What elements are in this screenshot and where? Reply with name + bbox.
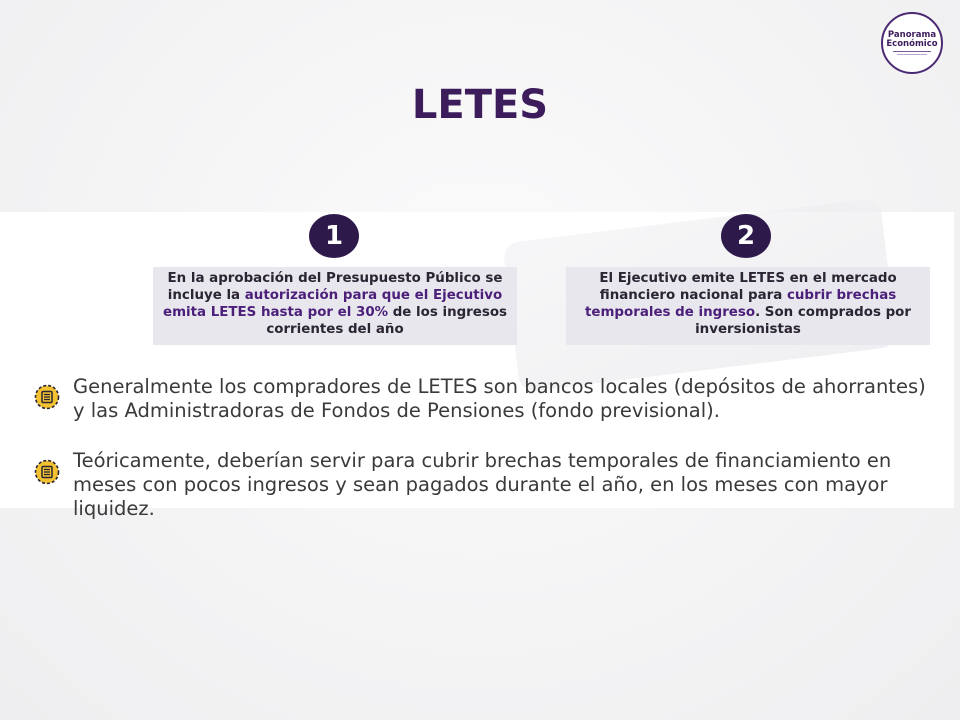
step-1-highlight: autorización para que el Ejecutivo emita LETES hasta por el 30% bbox=[162, 288, 503, 320]
step-2-text-part-3: . Son comprados por inversionistas bbox=[695, 305, 911, 337]
step-2-number-badge: 2 bbox=[721, 214, 771, 258]
bullet-1-text: Generalmente los compradores de LETES son bancos locales (depósitos de ahorrantes) y las Administradoras de Fondos de Pensiones (fondo previsional). bbox=[73, 375, 926, 422]
panorama-economico-logo bbox=[881, 12, 943, 74]
logo-rule bbox=[893, 51, 931, 52]
step-2-highlight: cubrir brechas temporales de ingreso bbox=[585, 288, 897, 320]
step-2-text-box bbox=[566, 267, 930, 345]
list-icon bbox=[34, 459, 60, 485]
slide-title: LETES bbox=[411, 82, 549, 128]
step-1-text-part-1: En la aprobación del Presupuesto Público se incluye la bbox=[167, 271, 503, 303]
logo-line-1: Panorama bbox=[887, 29, 937, 40]
logo-line-2: Económico bbox=[886, 38, 938, 49]
step-1-text-part-3: de los ingresos corrientes del año bbox=[266, 305, 508, 337]
step-2-text-part-1: El Ejecutivo emite LETES en el mercado financiero nacional para bbox=[599, 271, 897, 303]
step-1-number-badge: 1 bbox=[309, 214, 359, 258]
logo-rule-2 bbox=[897, 54, 927, 55]
list-icon bbox=[34, 384, 60, 410]
bullet-2-text: Teóricamente, deberían servir para cubrir brechas temporales de financiamiento en meses con pocos ingresos y sean pagados durante el año, en los meses con mayor liquidez. bbox=[73, 449, 892, 520]
step-1-text-box bbox=[153, 267, 517, 345]
